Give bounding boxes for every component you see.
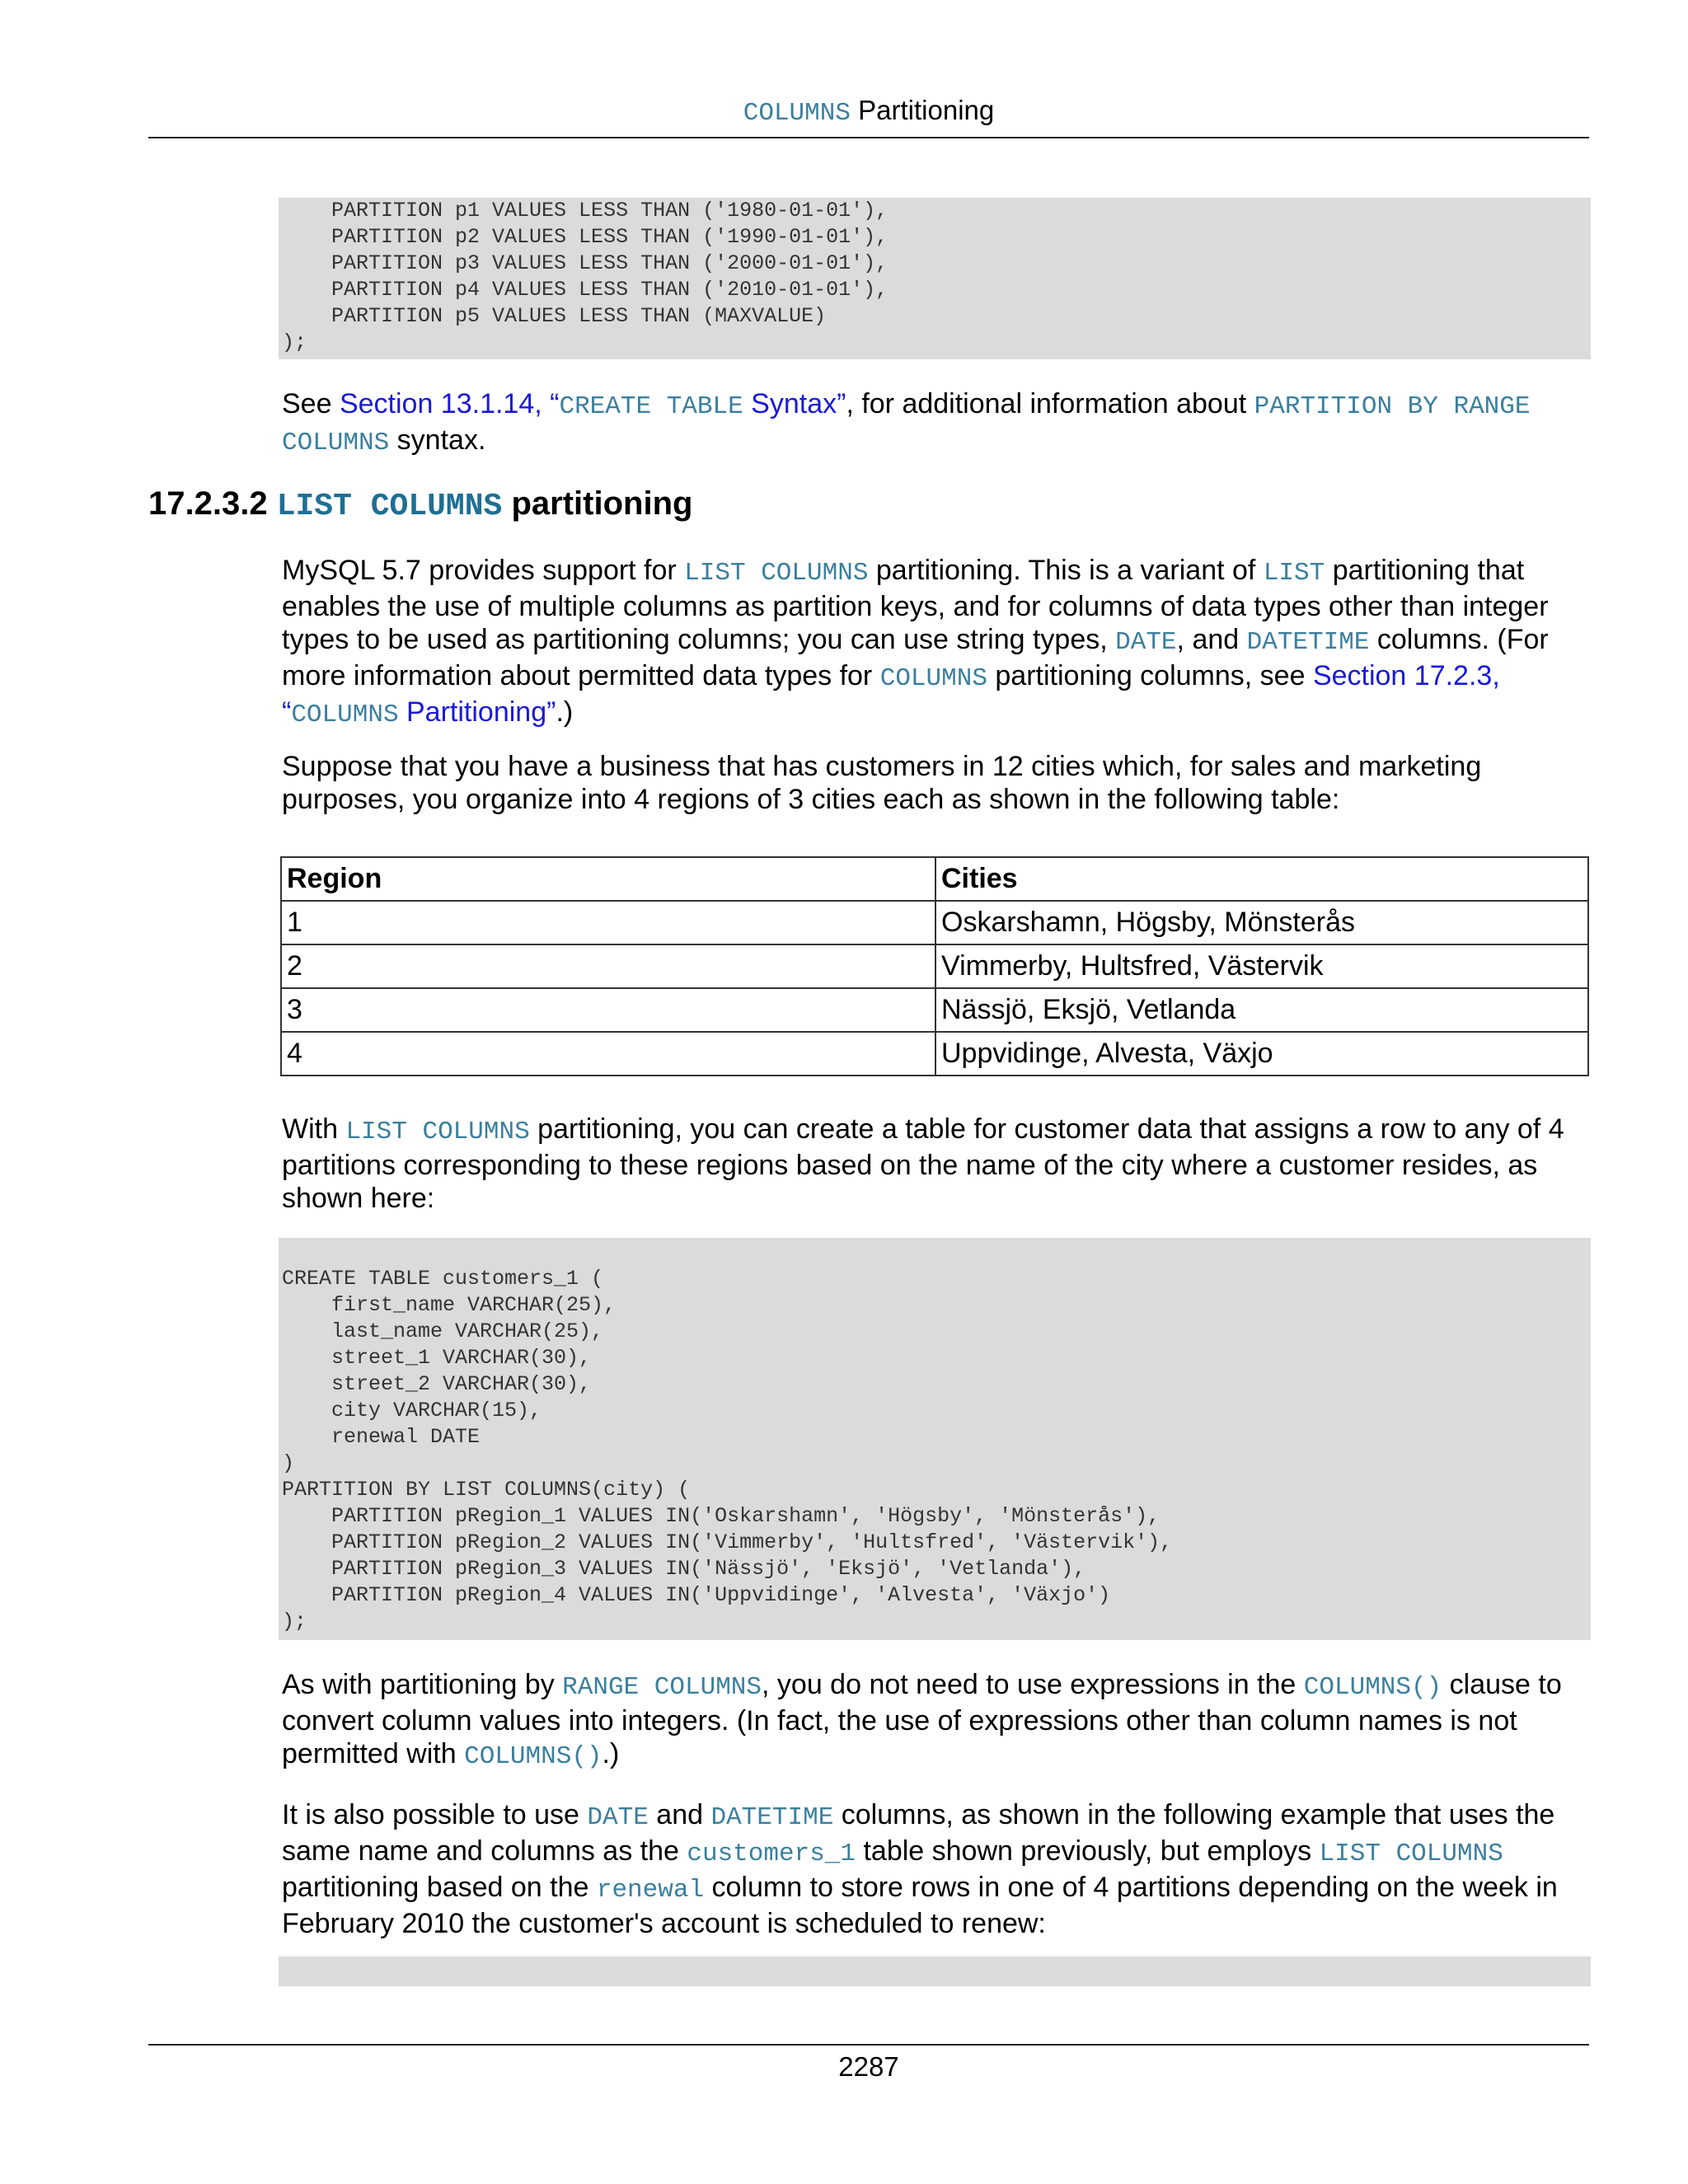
header-text: Partitioning [858, 95, 995, 125]
text: and [648, 1799, 711, 1830]
table-row [281, 901, 1588, 944]
text: MySQL 5.7 provides support for [282, 555, 685, 586]
table-row [281, 1032, 1588, 1076]
header-code: COLUMNS [743, 99, 851, 128]
code-block-range-partitions: PARTITION p1 VALUES LESS THAN ('1980-01-01'), PARTITION p2 VALUES LESS THAN ('1990-01-01'), PARTITION p3 VALUES LESS THAN ('2000-01-01'), PARTITION p4 VALUES LESS THAN ('2010-01-01'), PARTITION p5 VALUES LESS THAN (MAXVALUE) ); [279, 198, 1591, 359]
intro-paragraph [282, 554, 1568, 732]
inline-code: LIST COLUMNS [345, 1118, 530, 1146]
text: partitioning that enables the use of multiple columns as partition keys, and for columns of data types other than integer types to be used as partitioning columns; you can use string types, [282, 555, 1549, 655]
link-text: Section 13.1.14, “ [339, 388, 560, 419]
text: , and [1176, 624, 1247, 655]
inline-code: DATETIME [1246, 628, 1370, 657]
table-header-row [281, 857, 1588, 901]
inline-code: DATE [1115, 628, 1177, 657]
running-header [148, 94, 1589, 130]
link-code: COLUMNS [291, 701, 399, 729]
region-cell: 3 [281, 988, 935, 1032]
inline-code: LIST COLUMNS [1319, 1840, 1503, 1868]
inline-code: renewal [596, 1876, 705, 1905]
cities-cell: Nässjö, Eksjö, Vetlanda [935, 988, 1588, 1032]
text: It is also possible to use [282, 1799, 588, 1830]
region-cell: 1 [281, 901, 935, 944]
text: partitioning based on the [282, 1872, 597, 1903]
inline-code: customers_1 [687, 1840, 856, 1868]
header-region: Region [281, 857, 935, 901]
region-cell: 2 [281, 944, 935, 988]
table-row [281, 988, 1588, 1032]
table-row [281, 944, 1588, 988]
inline-code: DATE [587, 1803, 649, 1832]
text: , you do not need to use expressions in the [762, 1669, 1304, 1700]
text: , for additional information about [846, 388, 1254, 419]
list-columns-paragraph [282, 1113, 1568, 1215]
text: As with partitioning by [282, 1669, 563, 1700]
section-number: 17.2.3.2 [148, 485, 268, 522]
cities-cell: Vimmerby, Hultsfred, Västervik [935, 944, 1588, 988]
code-block-continued [279, 1957, 1591, 1986]
inline-code: COLUMNS [879, 664, 987, 693]
text: .) [602, 1738, 620, 1769]
section-code: LIST COLUMNS [276, 489, 503, 524]
inline-code: PARTITION BY RANGE COLUMNS [282, 392, 1531, 457]
text: partitioning. This is a variant of [868, 555, 1264, 586]
inline-code: COLUMNS() [1303, 1673, 1442, 1702]
code-block-create-table: CREATE TABLE customers_1 ( first_name VARCHAR(25), last_name VARCHAR(25), street_1 VARCHAR(30), street_2 VARCHAR(30), city VARCHAR(15), renewal DATE ) PARTITION BY LIST COLUMNS(city) ( PARTITION pRegion_1 VALUES IN('Oskarshamn', 'Högsby', 'Mönsterås'), PARTITION pRegion_2 VALUES IN('Vimmerby', 'Hultsfred', 'Västervik'), PARTITION pRegion_3 VALUES IN('Nässjö', 'Eksjö', 'Vetlanda'), PARTITION pRegion_4 VALUES IN('Uppvidinge', 'Alvesta', 'Växjo') ); [279, 1238, 1591, 1640]
header-divider [148, 137, 1589, 138]
text: With [282, 1113, 346, 1145]
text: partitioning columns, see [987, 660, 1313, 691]
regions-paragraph: Suppose that you have a business that has customers in 12 cities which, for sales and marketing purposes, you organize into 4 regions of 3 cities each as shown in the following table: [282, 751, 1482, 815]
link-text: Syntax” [743, 388, 846, 419]
text: table shown previously, but employs [856, 1835, 1320, 1867]
page-number: 2287 [838, 2051, 899, 2082]
footer-divider [148, 2044, 1589, 2046]
header-cities: Cities [935, 857, 1588, 901]
link-text: Section 17.2.3, “ [282, 660, 1500, 728]
section-heading [148, 483, 692, 527]
inline-code: DATETIME [710, 1803, 834, 1832]
text: syntax. [389, 424, 486, 456]
cities-cell: Uppvidinge, Alvesta, Växjo [935, 1032, 1588, 1076]
inline-code: LIST [1263, 559, 1325, 588]
text: column to store rows in one of 4 partitions depending on the week in February 2010 the customer's account is scheduled to renew: [282, 1872, 1558, 1939]
see-also-paragraph [282, 387, 1568, 460]
inline-code: RANGE COLUMNS [562, 1673, 762, 1702]
link-text: Partitioning” [398, 696, 556, 728]
text: See [282, 388, 340, 419]
text: clause to convert column values into integers. (In fact, the use of expressions other than column names is not permitted with [282, 1669, 1562, 1769]
regions-table [280, 856, 1589, 1076]
inline-code: COLUMNS() [464, 1742, 603, 1771]
text: columns. (For more information about permitted data types for [282, 624, 1549, 691]
link-code: CREATE TABLE [559, 392, 743, 421]
cities-cell: Oskarshamn, Högsby, Mönsterås [935, 901, 1588, 944]
date-columns-paragraph [282, 1798, 1568, 1940]
create-table-syntax-link[interactable] [340, 388, 846, 419]
range-columns-paragraph [282, 1668, 1568, 1774]
section-title: partitioning [511, 485, 693, 522]
text: columns, as shown in the following example that uses the same name and columns as the [282, 1799, 1555, 1867]
text: .) [556, 696, 574, 728]
region-cell: 4 [281, 1032, 935, 1076]
inline-code: LIST COLUMNS [684, 559, 869, 588]
text: partitioning, you can create a table for customer data that assigns a row to any of 4 partitions corresponding to these regions based on the name of the city where a customer resides, as shown here: [282, 1113, 1564, 1214]
